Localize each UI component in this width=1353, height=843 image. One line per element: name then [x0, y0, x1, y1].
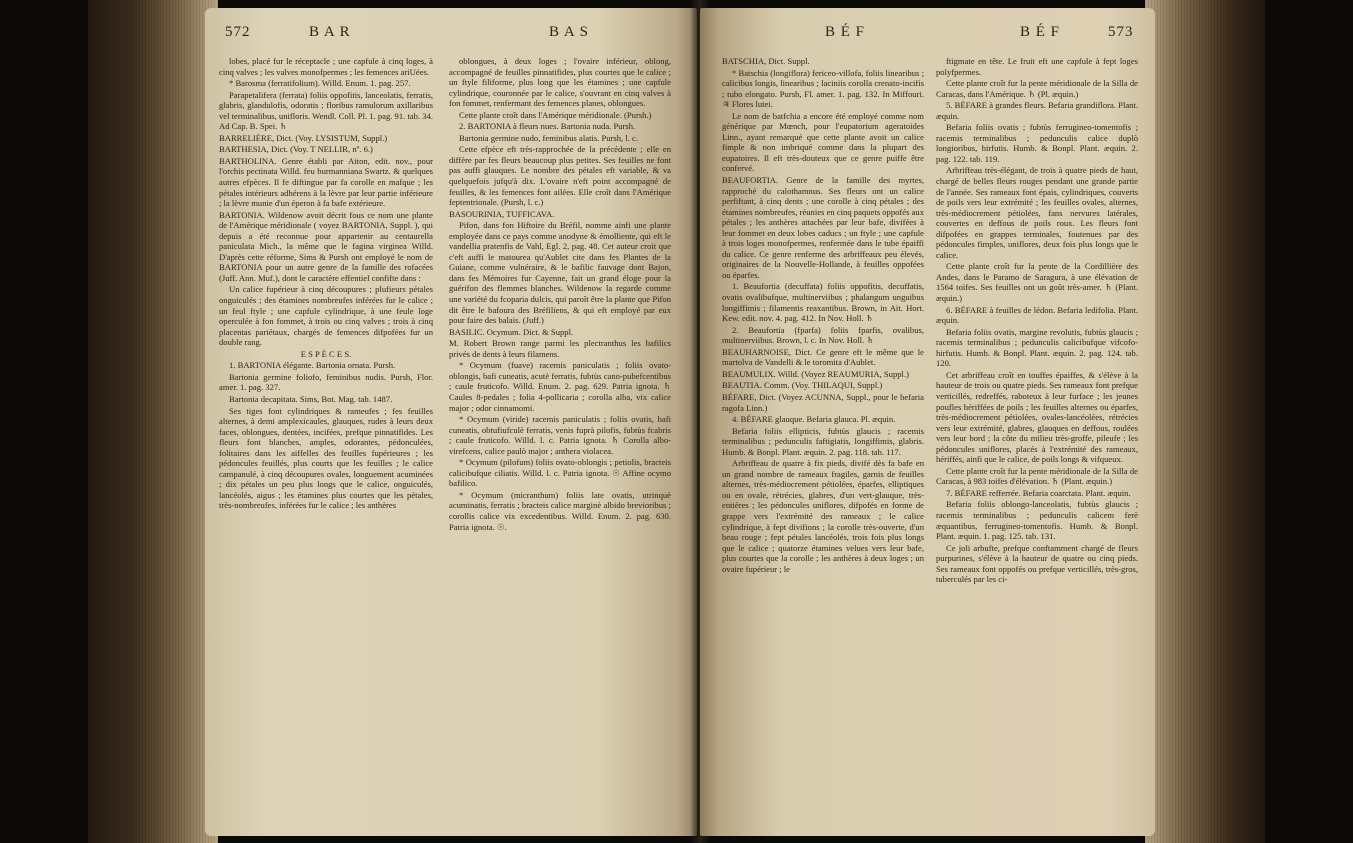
paragraph: 6. BÉFARE à feuilles de lédon. Befaria ledifolia. Plant. æquin. [936, 304, 1138, 326]
paragraph: Le nom de batfchia a encore été employé comme nom générique par Mœnch, pour l'eupatorium ageratoides Linn., ayant remarqué que cette plante avoit un calice fimple & non imbriqué comme dans la plupart des eupatoires. Il eft très-douteux que ce genre puiffe être confervé. [722, 110, 924, 174]
paragraph: Parapetalifera (ferrata) foliis oppofitis, lanceolatis, ferratis, glabris, glandulofis, odoratis ; floribus ramulorum axillaribus vel terminalibus, unifloris. Wendl. Coll. Pl. 1. pag. 91. tab. 34. Ad Cap. B. Spei. ♄ [219, 89, 433, 132]
paragraph: Ses tiges font cylindriques & rameufes ; fes feuilles alternes, à demi amplexicaules, glauques, rudes à leurs deux faces, oblongues, dentées, incifées, prefque pinnatifides. Les fleurs font blanches, amples, odorantes, pédonculées, folitaires dans les aiffelles des feuilles fupérieures ; les pédoncules feuillés, plus courts que les feuilles ; le calice campanulé, à cinq découpures ovales, longuement acuminées ; dix pétales un peu plus longs que le calice, onguiculés, lancéolés, aigus ; les étamines plus courtes que les pétales, très-nombreufes, inférées fur le calice ; les anthères [219, 405, 433, 511]
paragraph: Cet arbriffeau croît en touffes épaiffes, & s'élève à la hauteur de trois ou quatre pieds. Ses rameaux font prefque verticillés, redreffés, raboteux à leur furface ; les jeunes poufles hériffées de poils ; les feuilles alternes ou éparfes, très-médiocrement pétiolées, ovales-lancéolées, rétrécies vers leur extrémité, glabres, glauques en deffous, roulées vers leur bord ; la côte du milieu très-groffe, pileufe ; les pédoncules uniflores, placés à l'extrémité des rameaux, hériffés, ainfi que le calice, de poils longs & vifqueux. [936, 369, 1138, 465]
paragraph: Befaria foliis ovatis ; fubtùs ferrugineo-tomentofis ; racemis terminalibus ; pedunculis calice duplò longioribus, hirfutis. Humb. & Bonpl. Plant. æquin. 2. pag. 122. tab. 119. [936, 122, 1138, 164]
running-head-bar: B A R [309, 24, 351, 40]
paragraph: BASOURINIA, TUFFICAVA. [449, 208, 555, 219]
paragraph: 1. BARTONIA élégante. Bartonia ornata. Pursh. [229, 360, 396, 371]
paragraph: * Ocymum (pilofum) foliis ovato-oblongis ; petiolis, bracteis calicibufque ciliatis. Willd. l. c. Patria ignota. ☉ Affine ocymo bafilico. [449, 457, 671, 489]
paragraph: 2. BARTONIA à fleurs nues. Bartonia nuda. Pursh. [459, 121, 636, 132]
paragraph: BEAUTIA. Comm. (Voy. THILAQUI, Suppl.) [722, 380, 883, 391]
paragraph: BATSCHIA, Dict. Suppl. [722, 56, 810, 66]
paragraph: BEAUFORTIA. Genre de la famille des myrtes, rapproché du calothamnus. Ses fleurs ont un calice perfiftant, à cinq dents ; une corolle à cinq pétales ; des étamines nombreufes, réunies en cinq paquets oppofés aux pétales ; les anthères attachées par leur bafe, divifées à leur fommet en deux lobes caducs ; un ftyle ; une capfule à trois loges monofpermes, renfermée dans le tube épaiffi du calice. Ce genre renferme des arbriffeaux peu élevés, originaires de la Nouvelle-Hollande, à feuilles oppofées ou éparfes. [722, 175, 924, 280]
paragraph: Cette efpèce eft très-rapprochée de la précédente ; elle en diffère par fes fleurs beaucoup plus petites. Ses feuilles ne font pas auffi glauques. Le nombre des pétales eft variable, & va quelquefois jufqu'à dix. L'ovaire n'eft point accompagné de feuilles, & les femences font ailées. Elle croît dans l'Amérique feptentrionale. (Pursh, l. c.) [449, 144, 671, 208]
paragraph: Befaria foliis oblongo-lanceolatis, fubtùs glaucis ; racemis terminalibus ; pedunculis calicem ferè æquantibus, ferrugineo-tomentofis. Humb. & Bonpl. Plant. æquin. 1. pag. 125. tab. 131. [936, 499, 1138, 542]
page-number-left: 572 [225, 24, 251, 40]
paragraph: BARRELIÈRE, Dict. (Voy. LYSISTUM, Suppl.) [219, 132, 388, 143]
paragraph: Befaria foliis ovatis, margine revolutis, fubtùs glaucis ; racemis terminalibus ; pedunculis calicibufque vifcofo-hirfutis. Humb. & Bonpl. Plant. æquin. 2. pag. 124. tab. 120. [936, 326, 1138, 369]
right-page [700, 8, 1155, 836]
paragraph: 2. Beaufortia (fparfa) foliis fparfis, ovalibus, multinerviibus. Brown, l. c. In Nov. Holl. ♄ [722, 324, 924, 346]
paragraph: 1. Beaufortia (decuffata) foliis oppofitis, decuffatis, ovatis ovalibufque, multinerviibus ; phalangum unguibus longiffimis ; filamentis reaxantibus. Brown, in Ait. Hort. Kew. edit. nov. 4. pag. 412. In Nov. Holl. ♄ [722, 281, 924, 324]
paragraph: lobes, placé fur le réceptacle ; une capfule à cinq loges, à cinq valves ; les valves monofpermes ; les femences ariUées. [219, 56, 433, 77]
right-column-1 [722, 56, 924, 575]
page-number-right: 573 [1108, 24, 1134, 40]
paragraph: 4. BÉFARE glauque. Befaria glauca. Pl. æquin. [732, 414, 896, 425]
paragraph: BARTHOLINA. Genre établi par Aiton, edit. nov., pour l'orchis pectinata Willd. feu burmanniana Swartz. & quelques autres efpèces. Il fe diftingue par fa corolle en mafque ; les pétales intérieurs adhérens à la lèvre par leur partie inférieure ; la lèvre munie d'un éperon à fa bafe extérieure. [219, 155, 433, 209]
right-column-2 [936, 56, 1138, 586]
paragraph: E S P È C E S. [300, 348, 352, 359]
paragraph: BEAUMULIX. Willd. (Voyez REAUMURIA, Suppl.) [722, 368, 909, 379]
paragraph: Bartonia germine foliofo, feminibus nudis. Pursh, Flor. amer. 1. pag. 327. [219, 371, 433, 393]
paragraph: BARTONIA. Wildenow avoit décrit fous ce nom une plante de l'Amérique méridionale ( voyez BARTONIA, Suppl. ), qui depuis a été reconnue pour appartenir au centaurella paniculata Mich., la même que le fagina virginea Willd. D'après cette réforme, Sims & Pursh ont employé le nom de BARTONIA pour un autre genre de la famille des rofacées (Juff. Ann. Muf.), dont le caractère effentiel confifte dans : [219, 209, 433, 283]
paragraph: BÉFARE, Dict. (Voyez ACUNNA, Suppl., pour le befaria ragofa Linn.) [722, 391, 924, 413]
running-head-bas: B A S [549, 24, 590, 40]
paragraph: M. Robert Brown range parmi les plectranthus les bafilics privés de dents à leurs filamens. [449, 338, 671, 359]
paragraph: Arbriffeau très-élégant, de trois à quatre pieds de haut, chargé de belles fleurs rouges pendant une grande partie de l'année. Ses rameaux font épais, cylindriques, couverts de poils vers leur extrémité ; les feuilles ovales, alternes, très-médiocrement pétiolées, fans nervures latérales, couvertes en deffous de poils roux. Les fleurs font difpofées en grappes terminales, foutenues par des pédoncules fimples, uniflores, deux fois plus longs que le calice. [936, 165, 1138, 260]
book-edge-left [88, 0, 218, 843]
left-column-2 [449, 56, 671, 533]
paragraph: Bartonia germine nudo, feminibus alatis. Pursh, l. c. [459, 132, 639, 143]
paragraph: BASILIC. Ocymum. Dict. & Suppl. [449, 326, 574, 337]
paragraph: BARTHESIA, Dict. (Voy. T NELLIR, nº. 6.) [219, 144, 373, 155]
book-edge-right [1145, 0, 1265, 843]
paragraph: Cette plante croît fur la pente de la Cordillière des Andes, dans le Paramo de Saragura, à une élévation de 1564 toifes. Ses feuilles ont un goût très-amer. ♄ (Plant. æquin.) [936, 261, 1138, 304]
left-page [205, 8, 697, 836]
paragraph: Cette plante croît dans l'Amérique méridionale. (Pursh.) [459, 109, 652, 120]
paragraph: * Ocymum (micranthum) foliis late ovatis, utrinquè acuminatis, ferratis ; bracteis calice marginè albido brevioribus ; corollis calice vix excedentibus. Willd. Enum. 2. pag. 630. Patria ignota. ☉. [449, 489, 671, 532]
paragraph: Befaria foliis ellipticis, fubtùs glaucis ; racemis terminalibus ; pedunculis faftigiatis, longiffimis, glabris. Humb. & Bonpl. Plant. æquin. 2. pag. 118. tab. 117. [722, 425, 924, 457]
paragraph: Cette plante croît fur la pente méridionale de la Silla de Caracas, dans l'Amérique. ♄ (Pl. æquin.) [936, 78, 1138, 99]
paragraph: * Ocymum (viride) racemis paniculatis ; foliis ovatis, bafi cuneatis, obtufiufculè ferratis, venis fuprà pilofis, fubtùs fcabris ; caule fruticofo. Willd. l. c. Patria ignota. ♄ Corolla albo-virefcens, calice paulò major ; anthera violacea. [449, 414, 671, 456]
paragraph: ftigmate en tête. Le fruit eft une capfule à fept loges polyfpermes. [936, 56, 1138, 77]
paragraph: Ce joli arbufte, prefque conftamment chargé de fleurs purpurines, s'élève à la hauteur de quatre ou cinq pieds. Ses rameaux font oppofés ou prefque verticillés, très-gros, tuberculés par les ci- [936, 542, 1138, 585]
paragraph: Cette plante croît fur la pente méridionale de la Silla de Caracas, à 983 toifes d'élévation. ♄ (Plant. æquin.) [936, 465, 1138, 487]
paragraph: 7. BÉFARE refferrée. Befaria coarctata. Plant. æquin. [946, 487, 1131, 498]
paragraph: oblongues, à deux loges ; l'ovaire inférieur, oblong, accompagné de feuilles pinnatifides, plus courtes que le calice ; un ftyle filiforme, plus long que les étamines ; une capfule cylindrique, couronnée par le calice, s'ouvrant en cinq valves à fon fommet, renfermant des femences planes, oblongues. [449, 56, 671, 109]
paragraph: BEAUHARNOISE, Dict. Ce genre eft le même que le martolva de Vandelli & le toromita d'Aublet. [722, 346, 924, 368]
paragraph: Pifon, dans fon Hiftoire du Bréfil, nomme ainfi une plante employée dans ce pays comme anodyne & émolliente, qui eft le vandellia pratenfis de Vahl, Egl. 2, pag. 48. Cet auteur croit que c'eft auffi le matourea qu'Aublet cite dans fes Plantes de la Guiane, comme vulnéraire, & le bafilic fauvage dont Bajon, dans fes Mémoires fur Cayenne, fait un grand éloge pour la guérifon des flemmes blanches. Wildenow la regarde comme une variété du fcoparia dulcis, qui paroît être la plante que Pifon dit être le bafoura des Bréfiliens, & qui eft employé par eux pour faire des balais. (Juff.) [449, 220, 671, 326]
paragraph: 5. BÉFARE à grandes fleurs. Befaria grandiflora. Plant. æquin. [936, 100, 1138, 121]
paragraph: Arbriffeau de quatre à fix pieds, divifé dès fa bafe en un grand nombre de rameaux fragiles, garnis de feuilles alternes, très-médiocrement pétiolées, éparfes, elliptiques ou en ovale, rétrécies, glabres, d'un vert-glauque, très-entières ; les pédoncules uniflores, difpofés en forme de grappe vers l'extrémité des rameaux ; le calice cylindrique, à fept divifions ; la corolle très-ouverte, d'un beau rouge ; fept pétales lancéolés, trois fois plus longs que le calice ; quatorze étamines velues vers leur bafe, plus courtes que la corolle ; les anthères à deux loges ; un ovaire fupérieur ; le [722, 458, 924, 574]
paragraph: * Ocymum (fuave) racemis paniculatis ; foliis ovato-oblongis, bafi cuneatis, acutè ferratis, fubtùs cano-pubefcentibus ; caule fruticofo. Willd. Enum. 2. pag. 629. Patria ignota. ♄ Caules 8-pedales ; folia 4-pollicaria ; corolla alba, vix calice major ; odor cinnamomi. [449, 360, 671, 413]
paragraph: * Barosma (ferratifolium). Willd. Enum. 1. pag. 257. [229, 78, 411, 89]
running-head-bef-right: B É F [1020, 24, 1061, 40]
paragraph: * Batschia (longiflora) fericeo-villofa, foliis linearibus ; calicibus longis, linearibus ; laciniis corolla crenato-incifis ; tubo elongato. Pursh, Fl. amer. 1. pag. 132. In Miffouri. ♃ Flores lutei. [722, 67, 924, 110]
paragraph: Bartonia decapitata. Sims, Bot. Mag. tab. 1487. [229, 393, 393, 404]
paragraph: Un calice fupérieur à cinq découpures ; plufieurs pétales onguiculés ; des étamines nombreufes inférées fur le calice ; un feul ftyle ; une capfule cylindrique, à une feule loge operculée à fon fommet, à trois ou cinq valves ; trois à cinq placentas pariétaux, chargés de femences difpofées fur un double rang. [219, 284, 433, 348]
left-column-1 [219, 56, 433, 512]
running-head-bef-left: B É F [825, 24, 866, 40]
